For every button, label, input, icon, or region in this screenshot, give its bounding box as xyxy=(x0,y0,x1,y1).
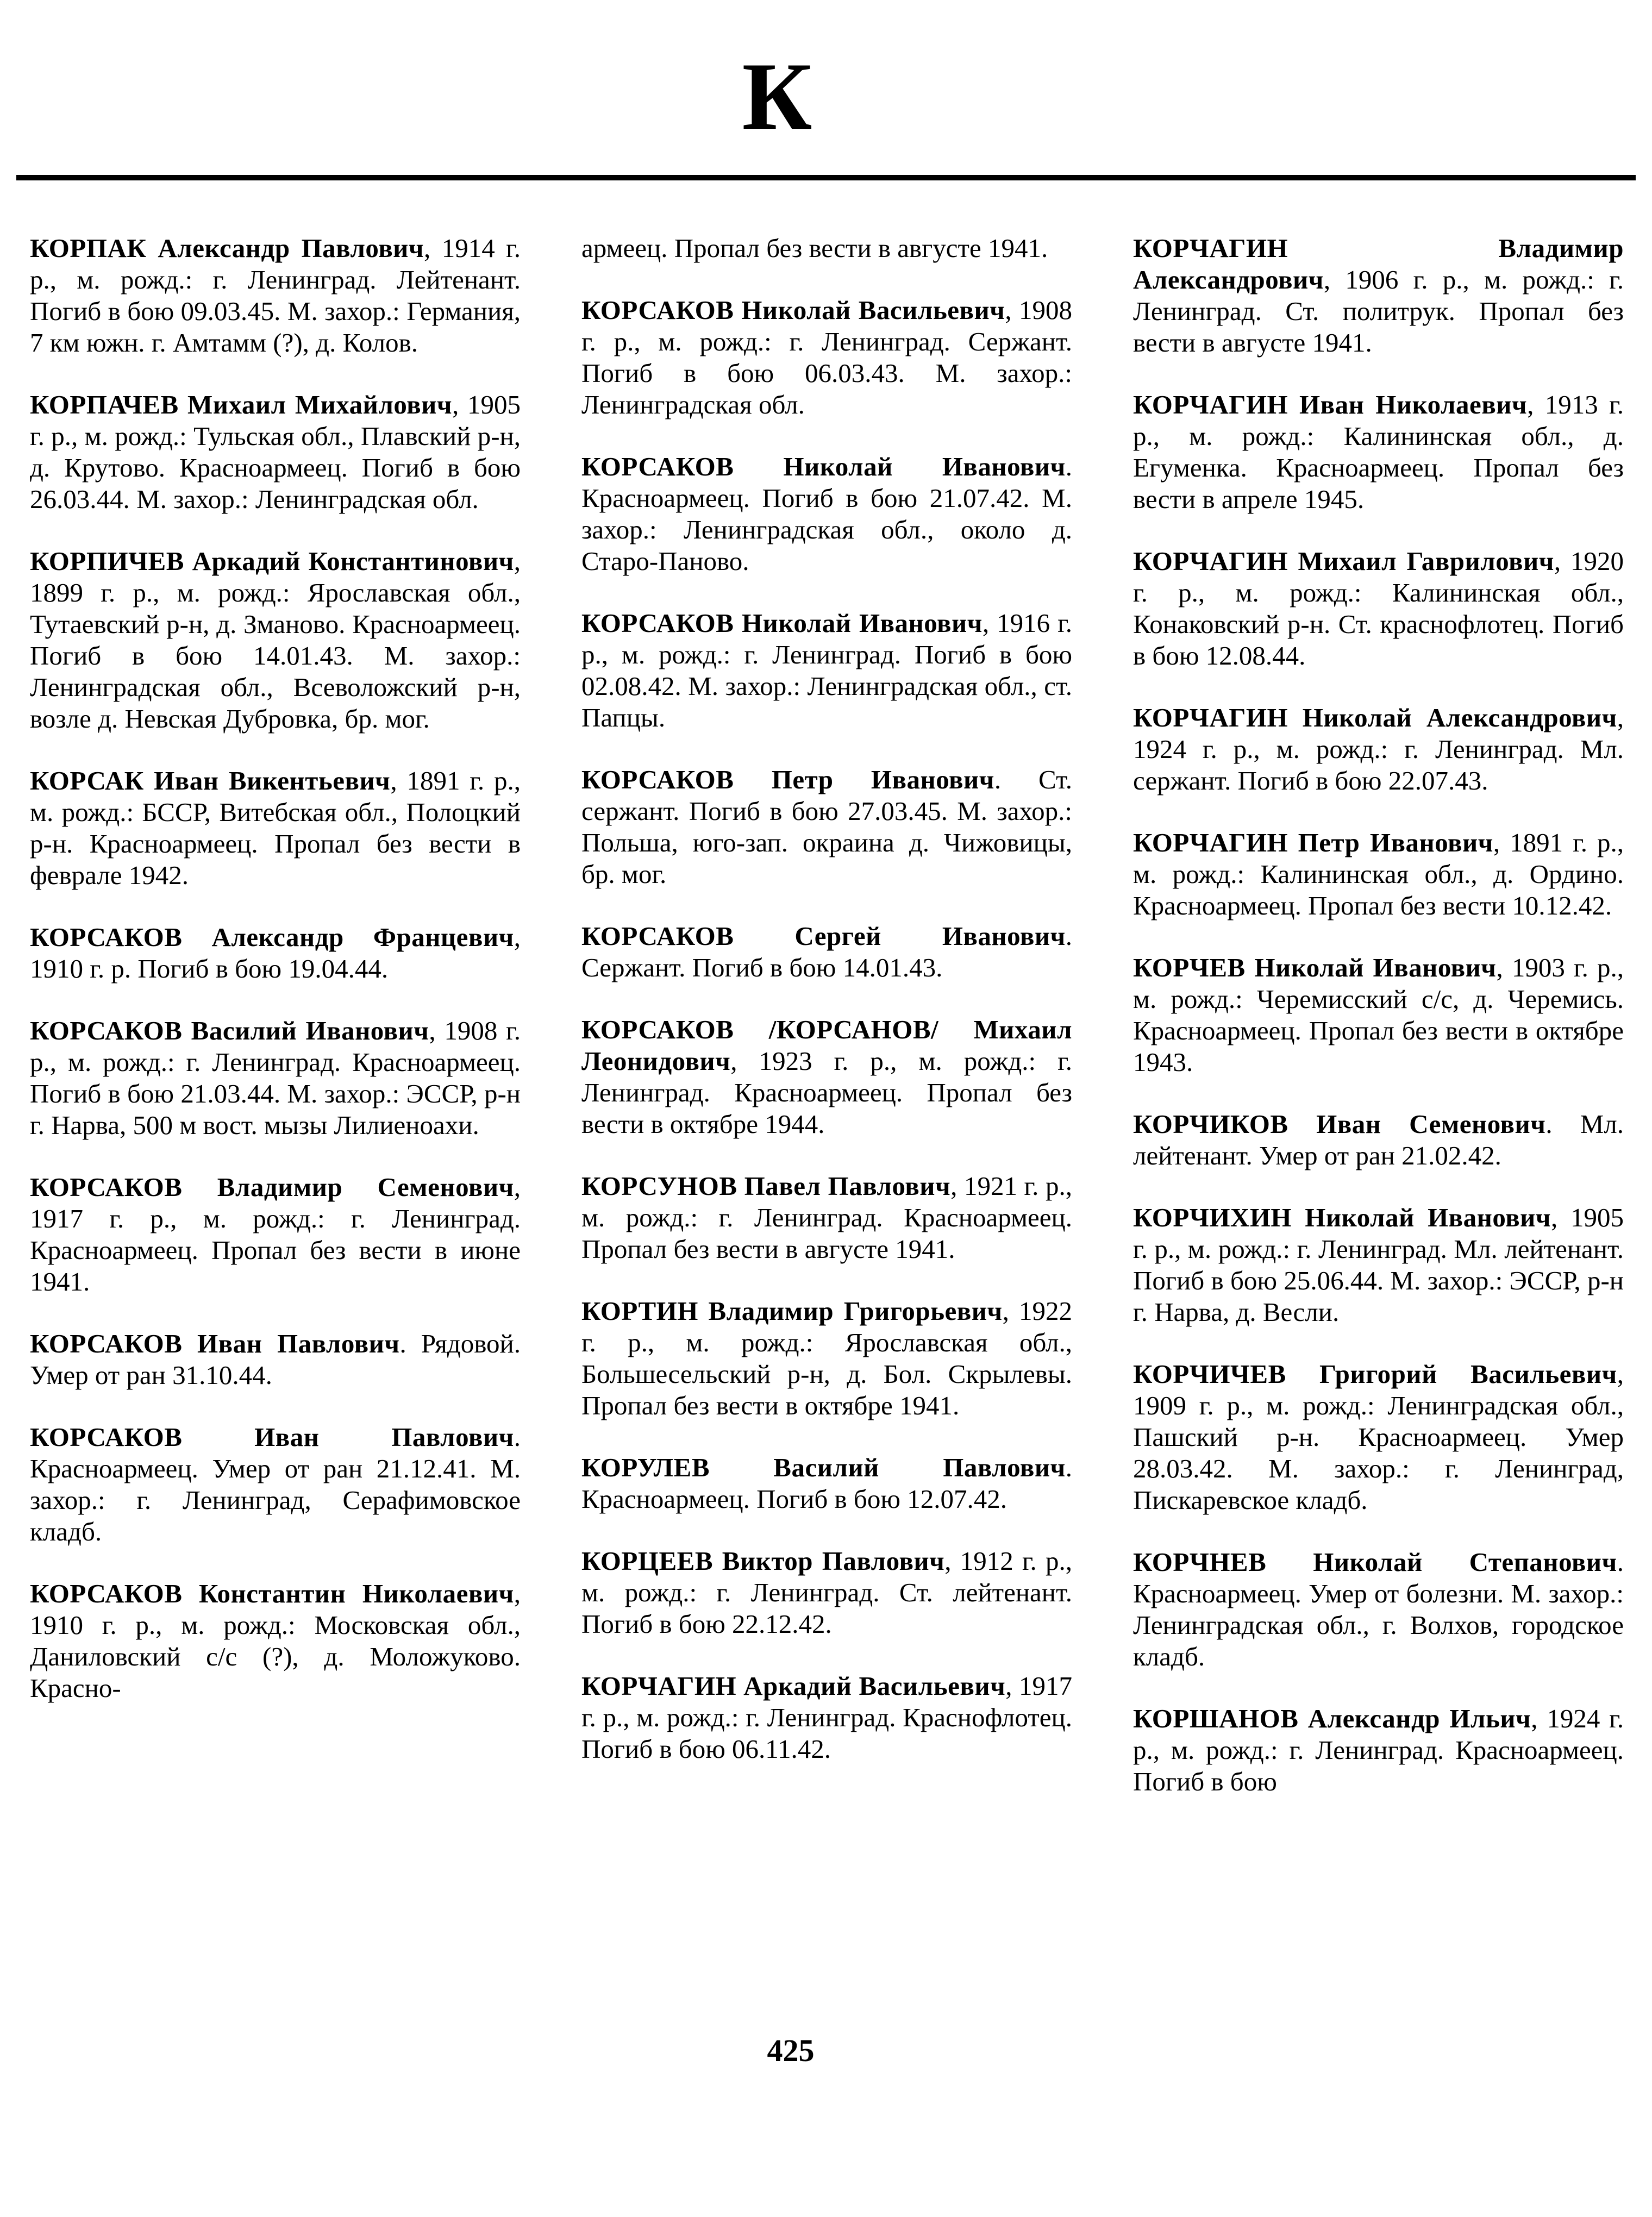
entry-name: КОРЦЕЕВ Виктор Павлович xyxy=(581,1546,945,1576)
entry-details: , 1916 г. р., м. рожд.: г. Ленинград. Погиб в бою 02.08.42. М. захор.: Ленинградская обл., ст. Папцы. xyxy=(581,608,1072,732)
memorial-entry xyxy=(30,765,521,891)
memorial-entry xyxy=(30,1578,521,1704)
memorial-entry xyxy=(30,389,521,515)
entry-name: КОРЧИХИН Николай Иванович xyxy=(1133,1203,1551,1232)
entry-details: , 1913 г. р., м. рожд.: Калининская обл., д. Егуменка. Красноармеец. Пропал без вести в апреле 1945. xyxy=(1133,390,1624,514)
entry-details: , 1891 г. р., м. рожд.: БССР, Витебская обл., Полоцкий р-н. Красноармеец. Пропал без вести в феврале 1942. xyxy=(30,766,521,890)
entry-details: , 1908 г. р., м. рожд.: г. Ленинград. Красноармеец. Погиб в бою 21.03.44. М. захор.: ЭССР, р-н г. Нарва, 500 м вост. мызы Лилиеноахи. xyxy=(30,1016,521,1140)
entry-details: , 1905 г. р., м. рожд.: г. Ленинград. Мл. лейтенант. Погиб в бою 25.06.44. М. захор.: ЭССР, р-н г. Нарва, д. Весли. xyxy=(1133,1203,1624,1327)
entry-name: КОРЧАГИН Иван Николаевич xyxy=(1133,390,1528,419)
memorial-entry xyxy=(30,1015,521,1141)
entry-name: КОРШАНОВ Александр Ильич xyxy=(1133,1704,1531,1733)
entry-name: КОРСАК Иван Викентьевич xyxy=(30,766,391,796)
entry-details: . Красноармеец. Погиб в бою 12.07.42. xyxy=(581,1452,1072,1514)
memorial-entry xyxy=(581,608,1072,734)
entry-name: КОРЧАГИН Петр Иванович xyxy=(1133,828,1493,857)
entry-name: КОРЧАГИН Михаил Гаврилович xyxy=(1133,546,1554,576)
memorial-entry xyxy=(1133,233,1624,359)
memorial-entry xyxy=(30,233,521,359)
memorial-entry xyxy=(581,1170,1072,1265)
memorial-entry xyxy=(1133,952,1624,1078)
memorial-entry xyxy=(30,546,521,735)
entry-details: , 1920 г. р., м. рожд.: Калининская обл., Конаковский р-н. Ст. краснофлотец. Погиб в бою 12.08.44. xyxy=(1133,546,1624,671)
entry-details: , 1910 г. р., м. рожд.: Московская обл., Даниловский с/с (?), д. Моложуково. Красно- xyxy=(30,1579,521,1703)
memorial-entry xyxy=(581,451,1072,577)
entry-details: , 1906 г. р., м. рожд.: г. Ленинград. Ст. политрук. Пропал без вести в августе 1941. xyxy=(1133,265,1624,358)
entry-name: КОРСАКОВ Петр Иванович xyxy=(581,765,994,794)
memorial-entry xyxy=(1133,827,1624,922)
entry-name: КОРЧАГИН Аркадий Васильевич xyxy=(581,1671,1006,1701)
column-1 xyxy=(30,233,521,1828)
entry-name: КОРПИЧЕВ Аркадий Константинович xyxy=(30,546,514,576)
entry-name: КОРЧНЕВ Николай Степанович xyxy=(1133,1547,1617,1577)
entry-details: . Сержант. Погиб в бою 14.01.43. xyxy=(581,921,1072,982)
entry-details: . Красноармеец. Умер от ран 21.12.41. М. захор.: г. Ленинград, Серафимовское кладб. xyxy=(30,1422,521,1546)
memorial-entry xyxy=(1133,702,1624,797)
entry-details: , 1923 г. р., м. рожд.: г. Ленинград. Красноармеец. Пропал без вести в октябре 1944. xyxy=(581,1046,1072,1139)
header-rule xyxy=(16,175,1636,180)
entry-name: КОРСАКОВ Николай Васильевич xyxy=(581,295,1005,325)
memorial-entry xyxy=(30,1421,521,1548)
memorial-entry xyxy=(1133,1202,1624,1328)
entry-name: КОРСАКОВ Иван Павлович xyxy=(30,1329,400,1358)
memorial-entry xyxy=(581,1545,1072,1640)
memorial-entry xyxy=(30,1328,521,1391)
memorial-entry xyxy=(1133,1703,1624,1798)
entry-details: , 1922 г. р., м. рожд.: Ярославская обл., Большесельский р-н, д. Бол. Скрылевы. Пропал без вести в октябре 1941. xyxy=(581,1296,1073,1420)
memorial-entry xyxy=(1133,389,1624,515)
entry-details: , 1908 г. р., м. рожд.: г. Ленинград. Сержант. Погиб в бою 06.03.43. М. захор.: Ленинградская обл. xyxy=(581,295,1073,419)
columns-container xyxy=(30,233,1625,1828)
entry-details: , 1910 г. р. Погиб в бою 19.04.44. xyxy=(30,922,521,984)
entry-name: КОРТИН Владимир Григорьевич xyxy=(581,1296,1003,1326)
memorial-entry xyxy=(581,1014,1072,1140)
entry-details: . Ст. сержант. Погиб в бою 27.03.45. М. захор.: Польша, юго-зап. окраина д. Чижовицы, бр. мог. xyxy=(581,765,1073,889)
entry-name: КОРУЛЕВ Василий Павлович xyxy=(581,1452,1066,1482)
entry-name: КОРЧИКОВ Иван Семенович xyxy=(1133,1109,1546,1139)
entry-name: КОРСАКОВ Василий Иванович xyxy=(30,1016,429,1045)
memorial-entry xyxy=(581,295,1072,421)
memorial-entry xyxy=(1133,1358,1624,1516)
entry-details: . Мл. лейтенант. Умер от ран 21.02.42. xyxy=(1133,1109,1624,1170)
memorial-entry xyxy=(581,920,1072,984)
entry-details: , 1917 г. р., м. рожд.: г. Ленинград. Красноармеец. Пропал без вести в июне 1941. xyxy=(30,1172,521,1297)
memorial-entry xyxy=(581,764,1072,890)
entry-name: КОРСАКОВ Николай Иванович xyxy=(581,608,983,638)
entry-details: . Красноармеец. Умер от болезни. М. захор.: Ленинградская обл., г. Волхов, городское кладб. xyxy=(1133,1547,1624,1671)
entry-name: КОРСУНОВ Павел Павлович xyxy=(581,1171,951,1201)
entry-name: КОРПАК Александр Павлович xyxy=(30,233,424,263)
memorial-entry xyxy=(1133,1546,1624,1673)
entry-details: , 1912 г. р., м. рожд.: г. Ленинград. Ст. лейтенант. Погиб в бою 22.12.42. xyxy=(581,1546,1072,1639)
section-letter: К xyxy=(742,42,812,150)
entry-name: КОРЧЕВ Николай Иванович xyxy=(1133,953,1497,982)
column-2 xyxy=(581,233,1072,1828)
memorial-entry xyxy=(1133,546,1624,672)
memorial-entry xyxy=(30,1172,521,1298)
entry-details: , 1891 г. р., м. рожд.: Калининская обл., д. Ордино. Красноармеец. Пропал без вести 10.12.42. xyxy=(1133,828,1624,920)
entry-name: КОРСАКОВ Константин Николаевич xyxy=(30,1579,514,1608)
memorial-entry xyxy=(581,1295,1072,1421)
entry-name: КОРСАКОВ /КОРСАНОВ/ Михаил Леонидович xyxy=(581,1014,1072,1076)
entry-details: армеец. Пропал без вести в августе 1941. xyxy=(581,233,1048,263)
entry-details: , 1917 г. р., м. рожд.: г. Ленинград. Краснофлотец. Погиб в бою 06.11.42. xyxy=(581,1671,1072,1764)
entry-name: КОРЧАГИН Николай Александрович xyxy=(1133,703,1617,732)
entry-name: КОРСАКОВ Сергей Иванович xyxy=(581,921,1066,951)
entry-details: , 1924 г. р., м. рожд.: г. Ленинград. Мл. сержант. Погиб в бою 22.07.43. xyxy=(1133,703,1624,796)
memorial-entry xyxy=(30,922,521,985)
entry-name: КОРСАКОВ Николай Иванович xyxy=(581,452,1066,481)
entry-name: КОРЧИЧЕВ Григорий Васильевич xyxy=(1133,1359,1617,1389)
entry-details: , 1905 г. р., м. рожд.: Тульская обл., Плавский р-н, д. Крутово. Красноармеец. Погиб в бою 26.03.44. М. захор.: Ленинградская обл. xyxy=(30,390,521,514)
entry-details: , 1909 г. р., м. рожд.: Ленинградская обл., Пашский р-н. Красноармеец. Умер 28.03.42. М. захор.: г. Ленинград, Пискаревское кладб. xyxy=(1133,1359,1624,1515)
entry-details: , 1903 г. р., м. рожд.: Черемисский с/с, д. Черемись. Красноармеец. Пропал без вести в октябре 1943. xyxy=(1133,953,1624,1077)
entry-name: КОРПАЧЕВ Михаил Михайлович xyxy=(30,390,452,419)
entry-name: КОРСАКОВ Александр Францевич xyxy=(30,922,514,952)
entry-name: КОРЧАГИН Владимир Александрович xyxy=(1133,233,1624,295)
entry-details: , 1924 г. р., м. рожд.: г. Ленинград. Красноармеец. Погиб в бою xyxy=(1133,1704,1624,1796)
entry-details: , 1914 г. р., м. рожд.: г. Ленинград. Лейтенант. Погиб в бою 09.03.45. М. захор.: Германия, 7 км южн. г. Амтамм (?), д. Колов. xyxy=(30,233,521,358)
memorial-entry xyxy=(1133,1108,1624,1172)
entry-name: КОРСАКОВ Иван Павлович xyxy=(30,1422,514,1452)
entry-details: , 1921 г. р., м. рожд.: г. Ленинград. Красноармеец. Пропал без вести в августе 1941. xyxy=(581,1171,1072,1264)
memorial-entry xyxy=(581,1452,1072,1515)
entry-details: . Рядовой. Умер от ран 31.10.44. xyxy=(30,1329,521,1390)
entry-details: . Красноармеец. Погиб в бою 21.07.42. М. захор.: Ленинградская обл., около д. Старо-Паново. xyxy=(581,452,1072,576)
memorial-entry xyxy=(581,233,1072,264)
page-number: 425 xyxy=(767,2033,815,2068)
column-3 xyxy=(1133,233,1624,1828)
entry-details: , 1899 г. р., м. рожд.: Ярославская обл., Тутаевский р-н, д. Зманово. Красноармеец. Погиб в бою 14.01.43. М. захор.: Ленинградская обл., Всеволожский р-н, возле д. Невская Дубровка, бр. мог. xyxy=(30,546,521,734)
entry-name: КОРСАКОВ Владимир Семенович xyxy=(30,1172,514,1202)
memorial-entry xyxy=(581,1670,1072,1765)
